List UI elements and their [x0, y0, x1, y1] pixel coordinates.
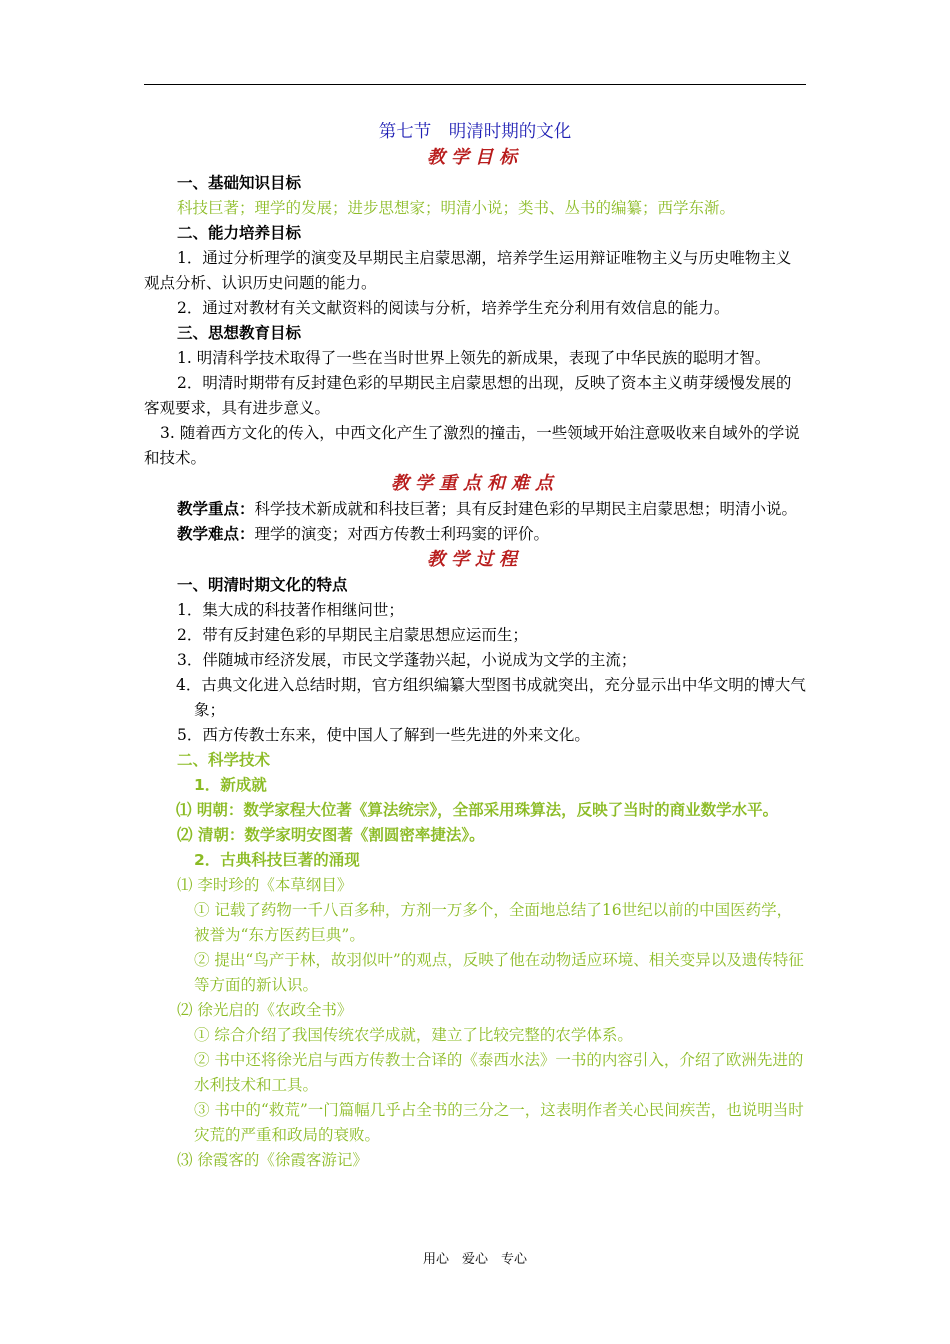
page-footer: 用心 爱心 专心 [422, 1252, 527, 1267]
achievement-ming: ⑴ 明朝：数学家程大位著《算法统宗》，全部采用珠算法，反映了当时的商业数学水平。 [176, 801, 779, 819]
heading-moral-goals: 三、思想教育目标 [177, 324, 302, 342]
book-point: ② 书中还将徐光启与西方传教士合译的《泰西水法》一书的内容引入，介绍了欧洲先进的水利技术和工具。 [194, 1051, 804, 1094]
feature-item: 4．古典文化进入总结时期，官方组织编纂大型图书成就突出，充分显示出中华文明的博大气象； [176, 676, 806, 719]
document-body [144, 120, 806, 1173]
heading-science: 二、科学技术 [177, 751, 271, 769]
heading-features: 一、明清时期文化的特点 [177, 576, 348, 594]
ability-goal-2: 2．通过对教材有关文献资料的阅读与分析，培养学生充分利用有效信息的能力。 [177, 299, 730, 317]
header-rule [144, 84, 806, 85]
feature-item: 3．伴随城市经济发展，市民文学蓬勃兴起，小说成为文学的主流； [177, 651, 637, 669]
key-point-label: 教学重点： [177, 500, 255, 518]
knowledge-goals-text: 科技巨著；理学的发展；进步思想家；明清小说；类书、丛书的编纂；西学东渐。 [177, 199, 736, 217]
feature-item: 2．带有反封建色彩的早期民主启蒙思想应运而生； [177, 626, 528, 644]
section-key-points: 教学重点和难点 [391, 473, 559, 494]
moral-goal-2: 2．明清时期带有反封建色彩的早期民主启蒙思想的出现，反映了资本主义萌芽缓慢发展的客观要求，具有进步意义。 [144, 374, 792, 417]
achievement-qing: ⑵ 清朝：数学家明安图著《割圆密率捷法》。 [177, 826, 485, 844]
difficulty-label: 教学难点： [177, 525, 255, 543]
book-compendium: ⑴ 李时珍的《本草纲目》 [177, 876, 353, 894]
book-agriculture: ⑵ 徐光启的《农政全书》 [177, 1001, 353, 1019]
ability-goal-1: 1．通过分析理学的演变及早期民主启蒙思潮，培养学生运用辩证唯物主义与历史唯物主义观点分析、认识历史问题的能力。 [144, 249, 792, 292]
moral-goal-3: 3. 随着西方文化的传入，中西文化产生了激烈的撞击，一些领域开始注意吸收来自域外的学说和技术。 [144, 424, 800, 467]
feature-item: 5．西方传教士东来，使中国人了解到一些先进的外来文化。 [177, 726, 590, 744]
section-teaching-goals: 教学目标 [427, 147, 523, 168]
moral-goal-1: 1. 明清科学技术取得了一些在当时世界上领先的新成果，表现了中华民族的聪明才智。 [177, 349, 771, 367]
page-title: 第七节 明清时期的文化 [378, 122, 572, 142]
difficulty-text: 理学的演变；对西方传教士利玛窦的评价。 [254, 525, 550, 543]
feature-item: 1．集大成的科技著作相继问世； [177, 601, 404, 619]
subheading-new-achievements: 1．新成就 [194, 776, 267, 794]
book-point: ③ 书中的“救荒”一门篇幅几乎占全书的三分之一，这表明作者关心民间疾苦，也说明当时灾荒的严重和政局的衰败。 [194, 1101, 804, 1144]
heading-ability-goals: 二、能力培养目标 [177, 224, 302, 242]
section-process: 教学过程 [427, 549, 523, 570]
heading-knowledge-goals: 一、基础知识目标 [177, 174, 302, 192]
book-travel-notes: ⑶ 徐霞客的《徐霞客游记》 [177, 1151, 368, 1169]
subheading-classic-works: 2．古典科技巨著的涌现 [194, 851, 360, 869]
difficulty-row [144, 522, 806, 547]
book-point: ① 综合介绍了我国传统农学成就，建立了比较完整的农学体系。 [194, 1026, 633, 1044]
book-point: ① 记载了药物一千八百多种，方剂一万多个，全面地总结了16世纪以前的中国医药学，被誉为“东方医药巨典”。 [194, 901, 793, 944]
key-point-row [144, 497, 806, 522]
key-point-text: 科学技术新成就和科技巨著；具有反封建色彩的早期民主启蒙思想；明清小说。 [254, 500, 798, 518]
book-point: ② 提出“鸟产于林，故羽似叶”的观点，反映了他在动物适应环境、相关变异以及遗传特征等方面的新认识。 [194, 951, 804, 994]
